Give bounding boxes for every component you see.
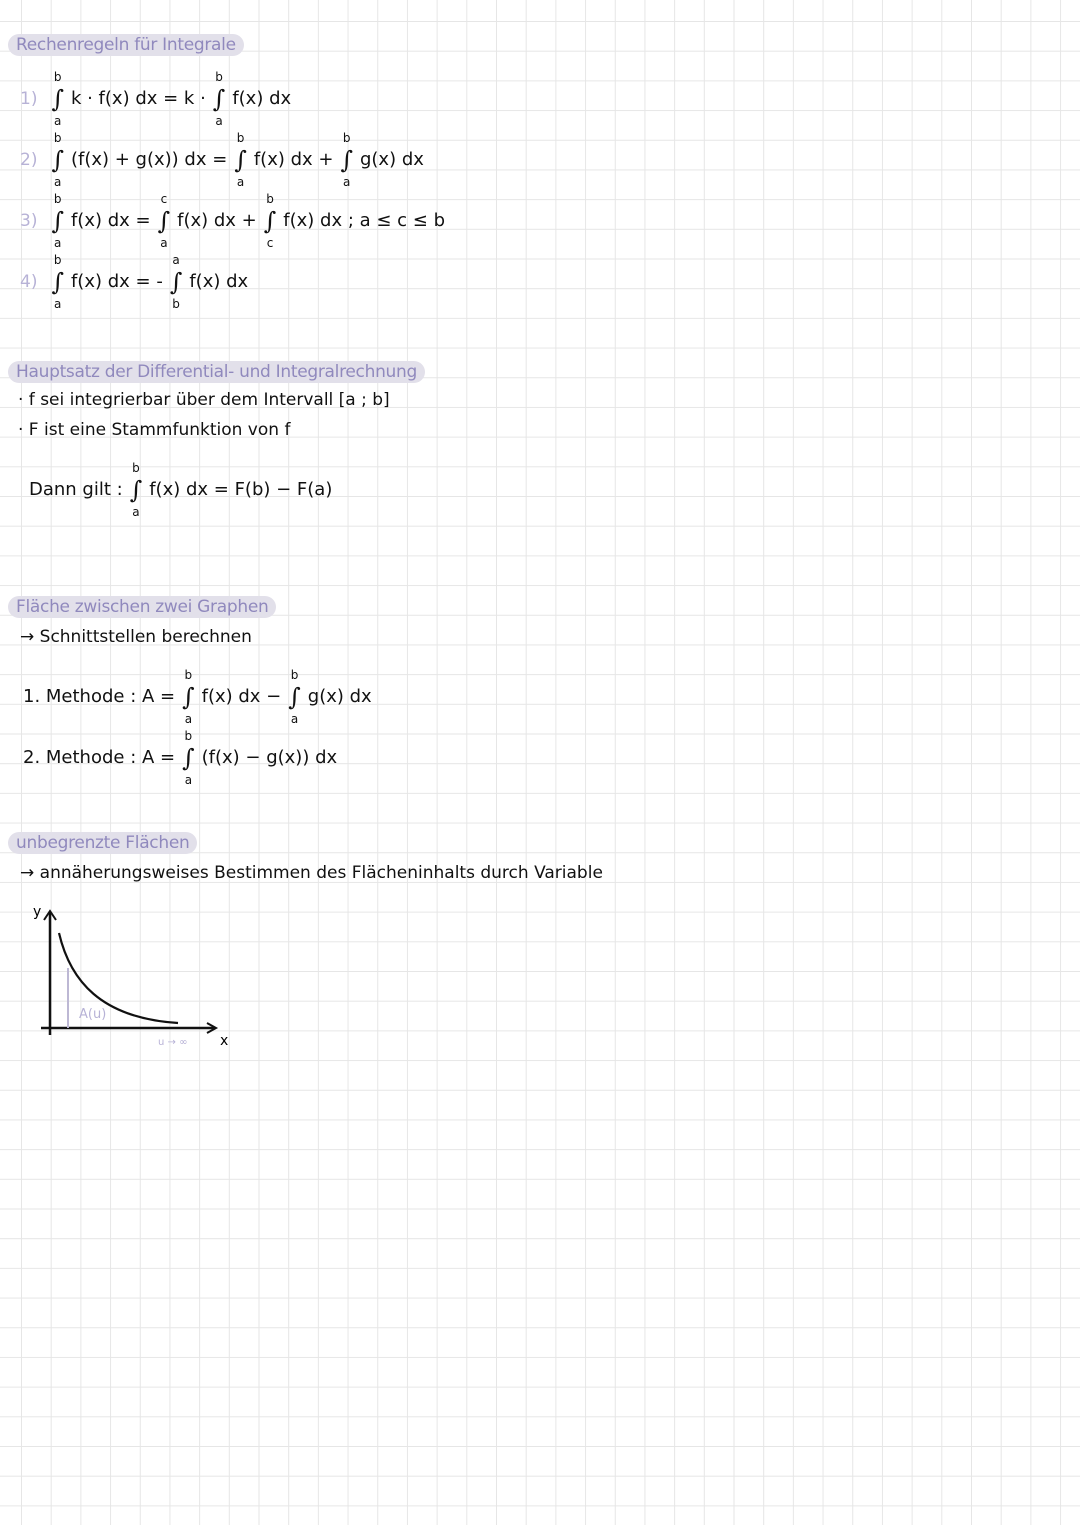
upper-limit: b xyxy=(290,668,299,682)
integral-icon: ∫ xyxy=(157,207,171,235)
upper-limit: b xyxy=(184,668,193,682)
note-schnittstellen: → Schnittstellen berechnen xyxy=(20,627,252,647)
y-label: y xyxy=(33,904,42,920)
upper-limit: b xyxy=(132,461,140,475)
formula-text: f(x) dx ; a ≤ c ≤ b xyxy=(283,210,446,231)
curve xyxy=(59,933,178,1023)
x-label: x xyxy=(220,1033,229,1049)
formula-text: 1. Methode : A = xyxy=(23,686,176,707)
integral xyxy=(213,70,226,128)
integral xyxy=(51,253,64,311)
formula-text: (f(x) − g(x)) dx xyxy=(201,747,338,768)
integral-icon: ∫ xyxy=(51,146,64,174)
lower-limit: a xyxy=(184,712,193,726)
integral-icon: ∫ xyxy=(340,146,353,174)
lower-limit: a xyxy=(290,712,299,726)
method-2-formula xyxy=(20,729,340,787)
formula-text: f(x) dx = xyxy=(70,210,151,231)
formula-text: f(x) dx + xyxy=(253,149,334,170)
integral-icon: ∫ xyxy=(51,268,64,296)
integral xyxy=(51,131,64,189)
upper-limit: b xyxy=(236,131,245,145)
integral xyxy=(234,131,247,189)
upper-limit: b xyxy=(53,70,62,84)
bullet-integrierbar: · f sei integrierbar über dem Intervall [a ; b] xyxy=(18,390,390,410)
formula-text: g(x) dx xyxy=(307,686,372,707)
upper-limit: b xyxy=(53,131,62,145)
upper-limit: b xyxy=(215,70,223,84)
lower-limit: a xyxy=(343,175,351,189)
upper-limit: b xyxy=(342,131,351,145)
lower-limit: a xyxy=(184,773,193,787)
rule-4 xyxy=(20,253,251,311)
area-label: A(u) xyxy=(79,1007,107,1022)
improper-integral-graph xyxy=(30,900,240,1050)
formula-text: Dann gilt : xyxy=(29,479,123,500)
heading-rechenregeln: Rechenregeln für Integrale xyxy=(8,34,244,56)
rule-2 xyxy=(20,131,427,189)
upper-limit: c xyxy=(160,192,168,206)
integral-icon: ∫ xyxy=(129,476,143,504)
lower-limit: a xyxy=(236,175,245,189)
integral xyxy=(158,192,171,250)
heading-hauptsatz: Hauptsatz der Differential- und Integralrechnung xyxy=(8,361,425,383)
formula-text: (f(x) + g(x)) dx = xyxy=(70,149,228,170)
method-1-formula xyxy=(20,668,375,726)
lower-limit: c xyxy=(266,236,274,250)
integral xyxy=(51,192,64,250)
integral-icon: ∫ xyxy=(288,683,301,711)
lower-limit: a xyxy=(215,114,223,128)
integral-icon: ∫ xyxy=(234,146,247,174)
rule-3 xyxy=(20,192,448,250)
formula-text: f(x) dx xyxy=(189,271,249,292)
integral xyxy=(264,192,277,250)
note-annaeherung: → annäherungsweises Bestimmen des Flächeninhalts durch Variable xyxy=(20,863,603,883)
lower-limit: a xyxy=(132,505,140,519)
integral-icon: ∫ xyxy=(51,207,64,235)
integral-icon: ∫ xyxy=(212,85,226,113)
integral xyxy=(182,729,195,787)
formula-text: k · f(x) dx = k · xyxy=(70,88,206,109)
heading-flaeche: Fläche zwischen zwei Graphen xyxy=(8,596,276,618)
upper-limit: b xyxy=(53,192,62,206)
integral xyxy=(288,668,301,726)
lower-limit: b xyxy=(172,297,180,311)
heading-unbegrenzt: unbegrenzte Flächen xyxy=(8,832,197,854)
formula-text: f(x) dx − xyxy=(201,686,282,707)
lower-limit: a xyxy=(54,297,62,311)
lower-limit: a xyxy=(160,236,168,250)
integral-icon: ∫ xyxy=(263,207,277,235)
integral-icon: ∫ xyxy=(182,683,195,711)
formula-text: f(x) dx xyxy=(232,88,292,109)
rule-number: 4) xyxy=(20,272,38,292)
hauptsatz-formula xyxy=(26,461,335,519)
formula-text: 2. Methode : A = xyxy=(23,747,176,768)
formula-text: f(x) dx = F(b) − F(a) xyxy=(149,479,333,500)
lower-limit: a xyxy=(54,114,62,128)
upper-limit: b xyxy=(184,729,193,743)
integral-icon: ∫ xyxy=(182,744,195,772)
integral-icon: ∫ xyxy=(51,85,64,113)
rule-1 xyxy=(20,70,294,128)
formula-text: f(x) dx = - xyxy=(70,271,163,292)
integral xyxy=(130,461,143,519)
integral xyxy=(170,253,183,311)
upper-limit: a xyxy=(172,253,180,267)
lower-limit: a xyxy=(54,175,62,189)
rule-number: 3) xyxy=(20,211,38,231)
formula-text: f(x) dx + xyxy=(177,210,257,231)
integral-icon: ∫ xyxy=(169,268,183,296)
formula-text: g(x) dx xyxy=(359,149,424,170)
upper-limit: b xyxy=(266,192,274,206)
rule-number: 2) xyxy=(20,150,38,170)
integral xyxy=(51,70,64,128)
integral xyxy=(182,668,195,726)
rule-number: 1) xyxy=(20,89,38,109)
bullet-stammfunktion: · F ist eine Stammfunktion von f xyxy=(18,420,291,440)
lower-limit: a xyxy=(54,236,62,250)
integral xyxy=(340,131,353,189)
upper-limit: b xyxy=(53,253,62,267)
limit-label: u → ∞ xyxy=(158,1037,188,1048)
